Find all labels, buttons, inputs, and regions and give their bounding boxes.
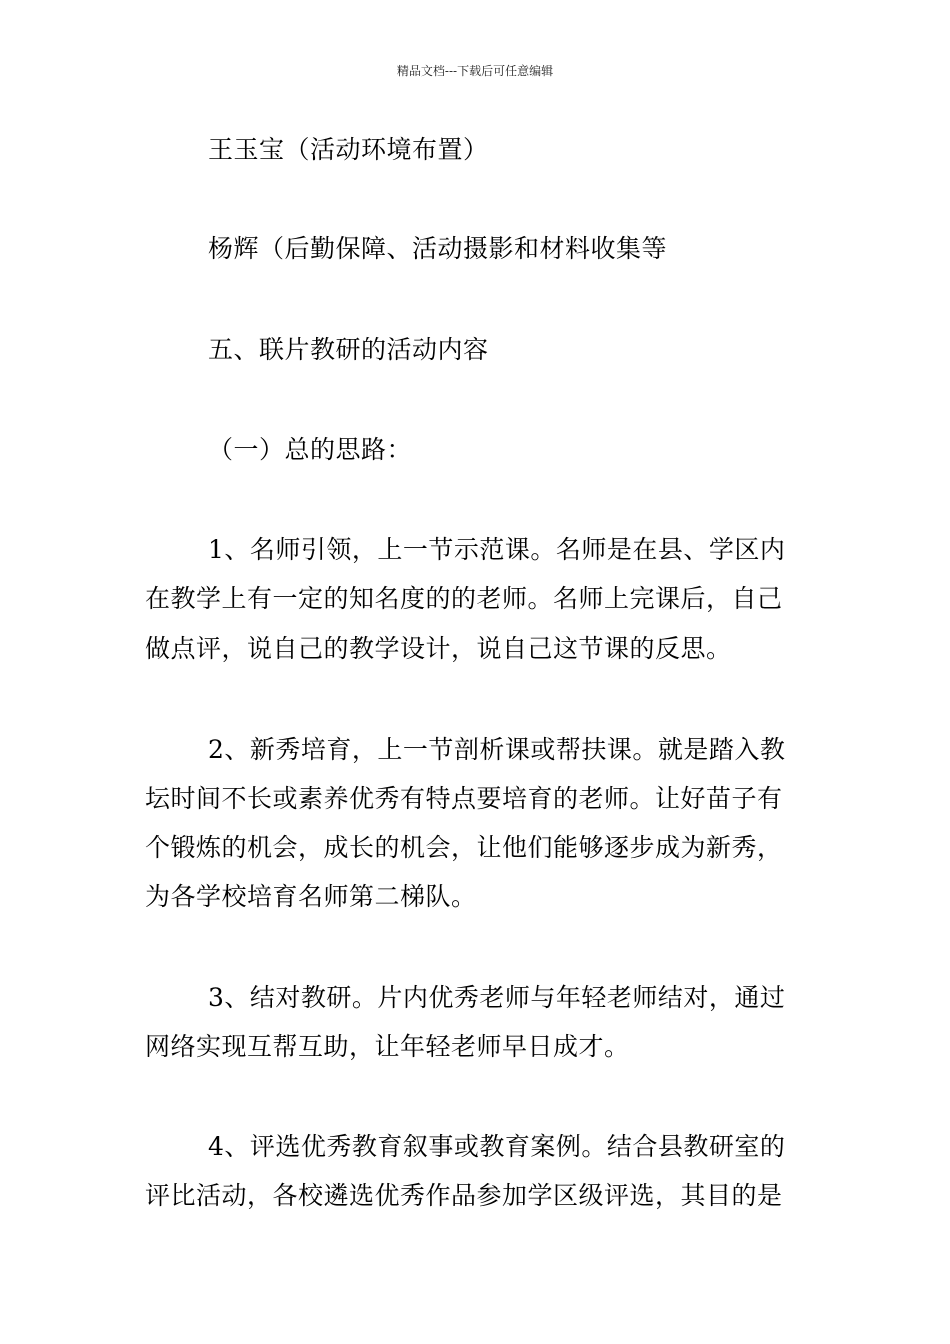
paragraph-3-line-1: 3、结对教研。片内优秀老师与年轻老师结对，通过 (208, 983, 786, 1012)
paragraph-2-line-4: 为各学校培育名师第二梯队。 (145, 882, 477, 911)
staff-line-wang: 王玉宝（活动环境布置） (208, 135, 489, 164)
paragraph-2-line-3: 个锻炼的机会，成长的机会，让他们能够逐步成为新秀， (145, 833, 783, 862)
subsection-heading: （一）总的思路： (208, 435, 413, 464)
paragraph-2-line-1: 2、新秀培育，上一节剖析课或帮扶课。就是踏入教 (208, 735, 786, 764)
paragraph-4-line-2: 评比活动，各校遴选优秀作品参加学区级评选，其目的是 (145, 1181, 783, 1210)
paragraph-3-line-2: 网络实现互帮互助，让年轻老师早日成才。 (145, 1032, 630, 1061)
paragraph-4-line-1: 4、评选优秀教育叙事或教育案例。结合县教研室的 (208, 1132, 786, 1161)
paragraph-1-line-1: 1、名师引领，上一节示范课。名师是在县、学区内 (208, 535, 786, 564)
section-heading: 五、联片教研的活动内容 (208, 335, 489, 364)
page-header: 精品文档---下载后可任意编辑 (396, 64, 554, 78)
paragraph-1-line-3: 做点评，说自己的教学设计，说自己这节课的反思。 (145, 634, 732, 663)
paragraph-1-line-2: 在教学上有一定的知名度的的老师。名师上完课后，自己 (145, 584, 783, 613)
staff-line-yang: 杨辉（后勤保障、活动摄影和材料收集等 (208, 234, 668, 263)
paragraph-2-line-2: 坛时间不长或素养优秀有特点要培育的老师。让好苗子有 (145, 784, 783, 813)
